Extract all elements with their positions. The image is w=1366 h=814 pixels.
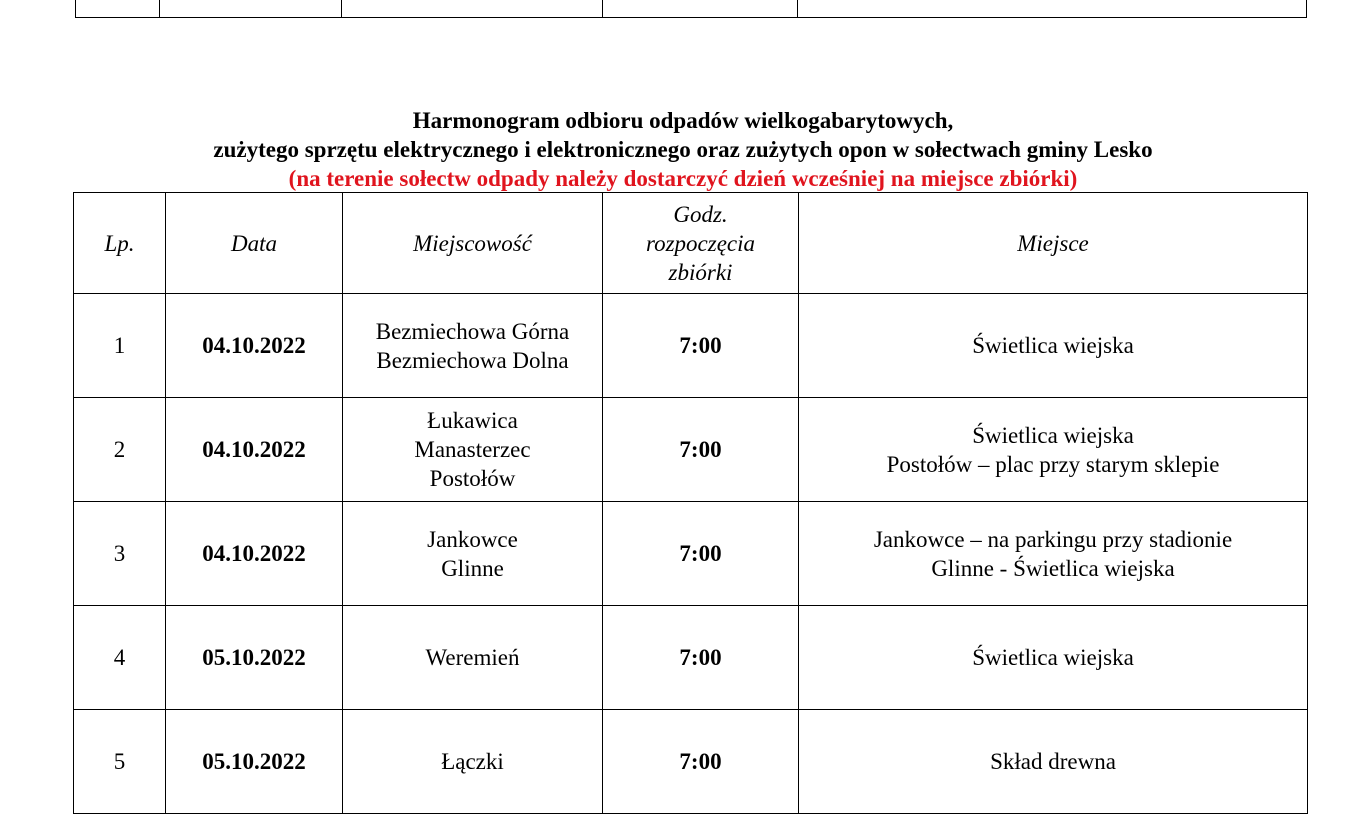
header-miejsce: Miejsce [799,193,1308,294]
table-cell [76,0,160,18]
cell-place [343,294,603,398]
cell-place [343,398,603,502]
place-line: Glinne [441,555,504,581]
heading-line-1: Harmonogram odbioru odpadów wielkogabarytowych, [412,108,954,133]
schedule-table [73,192,1308,814]
header-miejscowosc: Miejscowość [343,193,603,294]
place-line: Łukawica [427,408,518,433]
cell-place [343,606,603,710]
cell-location [799,502,1308,606]
table-row [74,502,1308,606]
previous-table-row [76,0,1307,18]
location-line: Jankowce – na parkingu przy stadionie [873,526,1233,552]
table-row [74,294,1308,398]
cell-place [343,710,603,814]
place-line: Łączki [441,749,504,774]
cell-time: 7:00 [603,710,799,814]
place-line: Manasterzec [414,437,531,462]
header-godz-line: rozpoczęcia [645,230,755,256]
header-lp: Lp. [74,193,166,294]
header-godz-line: Godz. [673,201,728,227]
document-heading [0,106,1366,193]
cell-lp: 5 [74,710,166,814]
cell-lp: 3 [74,502,166,606]
place-line: Postołów [429,466,516,491]
location-line: Glinne - Świetlica wiejska [931,555,1175,581]
cell-date: 04.10.2022 [166,398,343,502]
cell-date: 05.10.2022 [166,606,343,710]
cell-date: 04.10.2022 [166,294,343,398]
table-cell [342,0,603,18]
place-line: Bezmiechowa Górna [375,318,570,344]
table-row [74,710,1308,814]
location-line: Świetlica wiejska [972,422,1134,448]
cell-time: 7:00 [603,502,799,606]
cell-time: 7:00 [603,294,799,398]
cell-location [799,606,1308,710]
table-header-row [74,193,1308,294]
location-line: Świetlica wiejska [972,645,1134,670]
table-row [74,606,1308,710]
place-line: Jankowce [427,526,518,552]
cell-date: 04.10.2022 [166,502,343,606]
cell-time: 7:00 [603,606,799,710]
cell-location [799,710,1308,814]
header-data: Data [166,193,343,294]
location-line: Skład drewna [990,749,1116,774]
cell-lp: 1 [74,294,166,398]
location-line: Postołów – plac przy starym sklepie [886,451,1220,477]
cell-location [799,294,1308,398]
header-godz-line: zbiórki [668,259,733,285]
location-line: Świetlica wiejska [972,333,1134,358]
cell-lp: 2 [74,398,166,502]
previous-table-fragment [75,0,1307,18]
table-cell [798,0,1307,18]
place-line: Bezmiechowa Dolna [376,347,569,373]
place-line: Weremień [425,645,520,670]
cell-time: 7:00 [603,398,799,502]
header-godz [603,193,799,294]
table-cell [160,0,342,18]
table-cell [603,0,798,18]
table-row [74,398,1308,502]
heading-line-2: zużytego sprzętu elektrycznego i elektronicznego oraz zużytych opon w sołectwach gminy Lesko [213,137,1153,162]
cell-location [799,398,1308,502]
heading-note: (na terenie sołectw odpady należy dostarczyć dzień wcześniej na miejsce zbiórki) [288,166,1078,191]
cell-lp: 4 [74,606,166,710]
cell-place [343,502,603,606]
cell-date: 05.10.2022 [166,710,343,814]
